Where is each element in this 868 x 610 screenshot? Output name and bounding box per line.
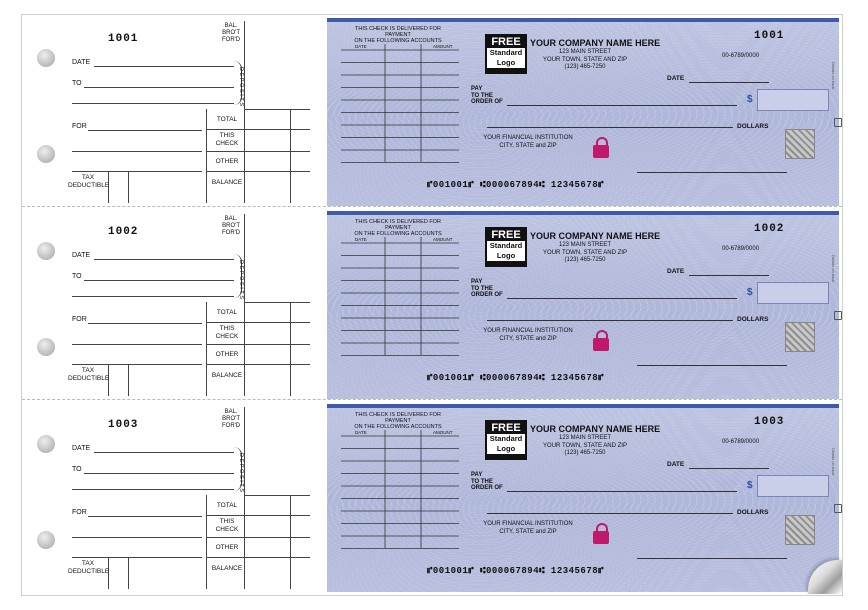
accounts-table [341,237,459,357]
dollars-label: DOLLARS [737,123,769,130]
stub-to-line [84,87,234,88]
stub-balance-label: BALANCE [211,372,243,379]
deposits-label: DEPOSITS [238,260,244,301]
stub-date-line [94,452,234,453]
bank-info: YOUR FINANCIAL INSTITUTION CITY, STATE and ZIP [483,521,573,535]
free-standard-logo: FREE Standard Logo [485,34,527,74]
delivered-for-payment-label: THIS CHECK IS DELIVERED FOR PAYMENT ON THE FOLLOWING ACCOUNTS [354,26,442,44]
check-stub [22,208,322,400]
bal-brot-ford-label: BAL. BRO'T FOR'D [222,23,241,43]
micr-line: ⑈001001⑈ ⑆000067894⑆ 12345678⑈ [427,180,605,190]
stub-rule [206,171,310,172]
stub-total-label: TOTAL [216,116,238,123]
check-row [22,401,842,593]
check-row [22,15,842,207]
side-security-text: Details on back [831,255,836,283]
check-body [327,404,839,592]
stub-for-line [88,323,202,324]
stub-rule [206,322,310,323]
binder-hole [37,145,55,163]
stub-total-label: TOTAL [216,502,238,509]
dollars-label: DOLLARS [737,316,769,323]
stub-divider [290,302,291,396]
stub-tax-deductible-label: TAX DEDUCTIBLE [68,174,110,189]
col-date-header: DATE [355,44,367,49]
side-security-text: Details on back [831,448,836,476]
amount-box [757,89,829,111]
payee-line [507,298,737,299]
col-date-header: DATE [355,430,367,435]
bal-brot-ford-label: BAL. BRO'T FOR'D [222,409,241,429]
stub-rule [206,129,310,130]
stub-divider [128,557,129,589]
side-lock-icon [834,311,842,320]
stub-divider [244,407,245,495]
dollar-sign: $ [747,287,753,298]
binder-hole [37,242,55,260]
free-standard-logo: FREE Standard Logo [485,420,527,460]
check-row [22,208,842,400]
stub-divider [244,214,245,302]
routing-fraction: 00-6789/0000 [722,53,760,59]
stub-to-line-2 [72,103,234,104]
stub-divider [290,495,291,589]
perforation-line [22,206,842,207]
stub-divider [244,302,245,396]
stub-other-label: OTHER [215,158,239,165]
side-lock-icon [834,118,842,127]
accounts-table [341,430,459,550]
stub-for-label: FOR [72,123,87,130]
amount-words-line [487,320,733,321]
delivered-for-payment-label: THIS CHECK IS DELIVERED FOR PAYMENT ON THE FOLLOWING ACCOUNTS [354,412,442,430]
binder-hole [37,49,55,67]
check-number: 1003 [754,416,785,428]
check-date-line [689,275,769,276]
check-date-label: DATE [667,268,685,275]
stub-this-check-label: THIS CHECK [215,518,239,533]
check-sheet [21,14,843,596]
stub-total-label: TOTAL [216,309,238,316]
amount-box [757,475,829,497]
stub-for-line [88,516,202,517]
stub-other-label: OTHER [215,544,239,551]
amount-words-line [487,127,733,128]
hologram-icon [785,129,815,159]
check-date-line [689,82,769,83]
stub-divider [128,364,129,396]
bal-brot-ford-label: BAL. BRO'T FOR'D [222,216,241,236]
check-date-label: DATE [667,461,685,468]
signature-line [637,365,787,366]
bank-info: YOUR FINANCIAL INSTITUTION CITY, STATE and ZIP [483,135,573,149]
stub-divider [244,495,245,589]
stub-number: 1001 [108,33,139,45]
check-body [327,211,839,399]
stub-number: 1002 [108,226,139,238]
stub-divider [206,109,207,203]
stub-divider [290,109,291,203]
stub-date-label: DATE [72,252,91,259]
security-lock-icon [593,137,609,157]
company-address: 123 MAIN STREET YOUR TOWN, STATE AND ZIP (123) 465-7250 [543,242,627,263]
col-date-header: DATE [355,237,367,242]
dollar-sign: $ [747,480,753,491]
col-amount-header: AMOUNT [433,44,453,49]
stub-to-line-2 [72,489,234,490]
signature-line [637,558,787,559]
micr-line: ⑈001001⑈ ⑆000067894⑆ 12345678⑈ [427,566,605,576]
check-date-label: DATE [667,75,685,82]
col-amount-header: AMOUNT [433,430,453,435]
signature-line [637,172,787,173]
stub-for-line-2 [72,537,202,538]
stub-for-line-2 [72,344,202,345]
stub-for-label: FOR [72,316,87,323]
security-lock-icon [593,330,609,350]
company-name: YOUR COMPANY NAME HERE [530,424,661,434]
binder-hole [37,338,55,356]
routing-fraction: 00-6789/0000 [722,439,760,445]
stub-divider [206,495,207,589]
dollars-label: DOLLARS [737,509,769,516]
amount-words-line [487,513,733,514]
stub-number: 1003 [108,419,139,431]
bank-info: YOUR FINANCIAL INSTITUTION CITY, STATE and ZIP [483,328,573,342]
stub-for-line-3 [72,171,202,172]
micr-line: ⑈001001⑈ ⑆000067894⑆ 12345678⑈ [427,373,605,383]
stub-rule [244,495,310,496]
check-number: 1001 [754,30,785,42]
payee-line [507,491,737,492]
payee-line [507,105,737,106]
stub-balance-label: BALANCE [211,179,243,186]
stub-divider [244,109,245,203]
company-address: 123 MAIN STREET YOUR TOWN, STATE AND ZIP (123) 465-7250 [543,435,627,456]
pay-to-the-order-of-label: PAY TO THE ORDER OF [471,472,503,491]
stub-to-label: TO [72,273,82,280]
binder-hole [37,531,55,549]
stub-to-label: TO [72,466,82,473]
company-name: YOUR COMPANY NAME HERE [530,231,661,241]
stub-to-line-2 [72,296,234,297]
stub-rule [244,302,310,303]
delivered-for-payment-label: THIS CHECK IS DELIVERED FOR PAYMENT ON THE FOLLOWING ACCOUNTS [354,219,442,237]
check-date-line [689,468,769,469]
perforation-line [22,399,842,400]
stub-tax-deductible-label: TAX DEDUCTIBLE [68,367,110,382]
company-name: YOUR COMPANY NAME HERE [530,38,661,48]
stub-to-line [84,473,234,474]
stub-for-label: FOR [72,509,87,516]
stub-for-line-3 [72,557,202,558]
amount-box [757,282,829,304]
stub-divider [206,302,207,396]
stub-tax-deductible-label: TAX DEDUCTIBLE [68,560,110,575]
pay-to-the-order-of-label: PAY TO THE ORDER OF [471,279,503,298]
stub-to-label: TO [72,80,82,87]
routing-fraction: 00-6789/0000 [722,246,760,252]
side-security-text: Details on back [831,62,836,90]
stub-balance-label: BALANCE [211,565,243,572]
stub-rule [206,557,310,558]
stub-rule [206,344,310,345]
stub-date-label: DATE [72,445,91,452]
stub-for-line-3 [72,364,202,365]
check-stub [22,15,322,207]
stub-rule [206,537,310,538]
hologram-icon [785,322,815,352]
col-amount-header: AMOUNT [433,237,453,242]
stub-date-label: DATE [72,59,91,66]
stub-for-line-2 [72,151,202,152]
stub-rule [206,364,310,365]
company-address: 123 MAIN STREET YOUR TOWN, STATE AND ZIP (123) 465-7250 [543,49,627,70]
check-stub [22,401,322,593]
stub-divider [128,171,129,203]
security-lock-icon [593,523,609,543]
stub-this-check-label: THIS CHECK [215,132,239,147]
stub-rule [206,151,310,152]
dollar-sign: $ [747,94,753,105]
binder-hole [37,435,55,453]
accounts-table [341,44,459,164]
check-number: 1002 [754,223,785,235]
stub-other-label: OTHER [215,351,239,358]
stub-to-line [84,280,234,281]
free-standard-logo: FREE Standard Logo [485,227,527,267]
stub-date-line [94,259,234,260]
stub-divider [244,21,245,109]
hologram-icon [785,515,815,545]
side-lock-icon [834,504,842,513]
deposits-label: DEPOSITS [238,453,244,494]
deposits-label: DEPOSITS [238,67,244,108]
stub-rule [206,515,310,516]
check-body [327,18,839,206]
stub-for-line [88,130,202,131]
stub-date-line [94,66,234,67]
stub-this-check-label: THIS CHECK [215,325,239,340]
pay-to-the-order-of-label: PAY TO THE ORDER OF [471,86,503,105]
stub-rule [244,109,310,110]
